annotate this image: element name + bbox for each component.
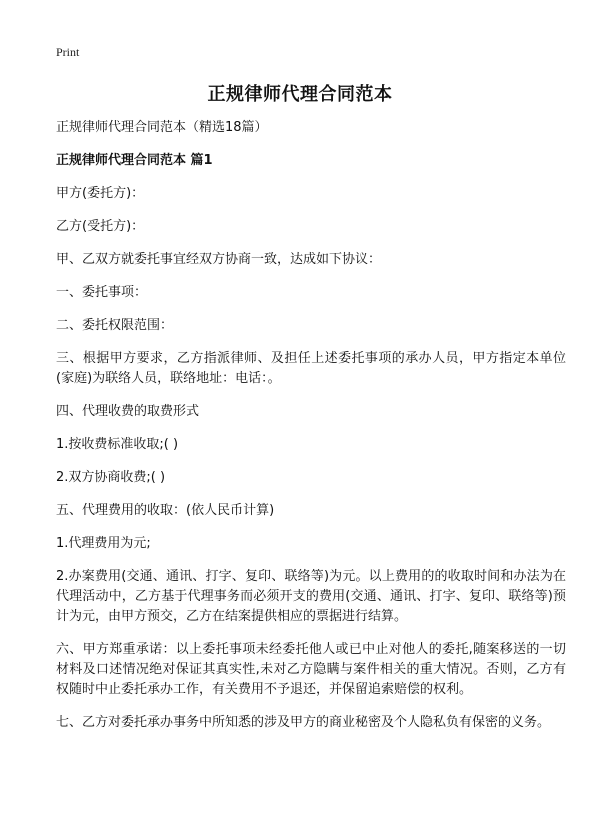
clause-3: 三、根据甲方要求，乙方指派律师、及担任上述委托事项的承办人员，甲方指定本单位(家庭)为联络人员，联络地址：电话：。 (56, 351, 566, 386)
clause-4-item-2: 2.双方协商收费;( ) (56, 470, 166, 485)
clause-4-item-1: 1.按收费标准收取;( ) (56, 437, 179, 452)
party-a-line: 甲方(委托方)： (56, 186, 145, 201)
clause-1: 一、委托事项： (56, 285, 148, 300)
print-link[interactable]: Print (56, 45, 80, 59)
clause-5-item-1: 1.代理费用为元; (56, 536, 151, 551)
agreement-intro: 甲、乙双方就委托事宜经双方协商一致，达成如下协议： (56, 252, 382, 267)
section-heading: 正规律师代理合同范本 篇1 (56, 153, 213, 168)
clause-4: 四、代理收费的取费形式 (56, 404, 200, 419)
clause-2: 二、委托权限范围： (56, 318, 174, 333)
subtitle-line: 正规律师代理合同范本（精选18篇） (56, 120, 268, 135)
document-body (56, 118, 566, 746)
document-title: 正规律师代理合同范本 (207, 84, 393, 105)
party-b-line: 乙方(受托方)： (56, 219, 145, 234)
clause-5: 五、代理费用的收取：(依人民币计算) (56, 503, 275, 518)
clause-7: 七、乙方对委托承办事务中所知悉的涉及甲方的商业秘密及个人隐私负有保密的义务。 (56, 715, 551, 730)
clause-5-item-2: 2.办案费用(交通、通讯、打字、复印、联络等)为元。以上费用的的收取时间和办法为在代理活动中，乙方基于代理事务而必须开支的费用(交通、通讯、打字、复印、联络等)预计为元，由甲方预交，乙方在结案提供相应的票据进行结算。 (56, 569, 566, 624)
clause-6: 六、甲方郑重承诺：以上委托事项未经委托他人或已中止对他人的委托,随案移送的一切材料及口述情况绝对保证其真实性,未对乙方隐瞒与案件相关的重大情况。否则，乙方有权随时中止委托承办工作，有关费用不予退还，并保留追索赔偿的权利。 (56, 642, 566, 697)
